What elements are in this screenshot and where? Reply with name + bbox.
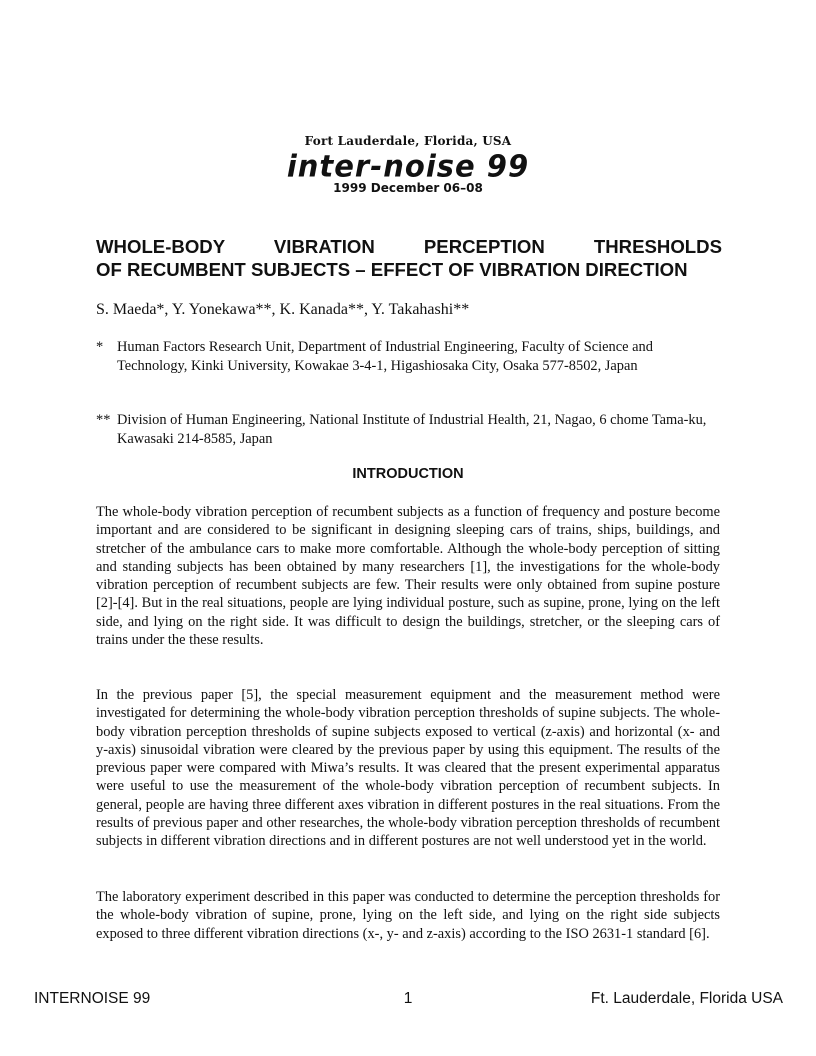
conference-header: [0, 134, 816, 195]
body-paragraph: In the previous paper [5], the special measurement equipment and the measurement method were investigated for determining the whole-body vibration perception thresholds of supine subjects. The whole-body vibration perception thresholds of supine subjects exposed to vertical (z-axis) and horizontal (x- and y-axis) sinusoidal vibration were cleared by the previous paper by using this equipment. The results of the previous paper were compared with Miwa’s results. It was cleared that the present experimental apparatus were useful to use the measurement of the whole-body vibration perception of recumbent subjects. In general, people are having three different axes vibration in different postures in the real situations. From the results of previous paper and other researches, the whole-body vibration perception thresholds of recumbent subjects in different vibration directions and in different postures are not well understood yet in the world.: [96, 687, 720, 850]
paper-title-line-2: OF RECUMBENT SUBJECTS – EFFECT OF VIBRATION DIRECTION: [96, 259, 688, 280]
paper-title-line-1: WHOLE-BODY VIBRATION PERCEPTION THRESHOLDS: [96, 236, 722, 257]
footer-location: Ft. Lauderdale, Florida USA: [590, 990, 783, 1007]
affiliation-marker: *: [96, 339, 104, 355]
conference-location: Fort Lauderdale, Florida, USA: [304, 134, 512, 148]
affiliation: [96, 411, 716, 449]
affiliation-text: Human Factors Research Unit, Department of Industrial Engineering, Faculty of Science and Technology, Kinki University, Kowakae 3-4-1, Higashiosaka City, Osaka 577-8502, Japan: [117, 339, 653, 374]
body-paragraph: The laboratory experiment described in this paper was conducted to determine the perception thresholds for the whole-body vibration of supine, prone, lying on the left side, and lying on the right side subjects exposed to three different vibration directions (x-, y- and z-axis) according to the ISO 2631-1 standard [6].: [96, 889, 720, 942]
footer-conference-name: INTERNOISE 99: [34, 990, 151, 1007]
author-list: S. Maeda*, Y. Yonekawa**, K. Kanada**, Y. Takahashi**: [96, 301, 470, 318]
affiliation-marker: **: [96, 412, 111, 428]
conference-dates: 1999 December 06–08: [333, 181, 483, 195]
conference-logo: inter-noise 99: [286, 148, 530, 184]
affiliation-text: Division of Human Engineering, National Institute of Industrial Health, 21, Nagao, 6 chome Tama-ku, Kawasaki 214-8585, Japan: [117, 412, 707, 447]
page-number: 1: [403, 990, 413, 1007]
body-paragraph: The whole-body vibration perception of recumbent subjects as a function of frequency and posture become important and are considered to be significant in designing sleeping cars of trains, ships, buildings, and stretcher of the ambulance cars to make more comfortable. Although the whole-body perception of sitting and standing subjects has been obtained by many researchers [1], the investigations for the whole-body vibration perception of recumbent subjects are few. Their results were only obtained from supine posture [2]-[4]. But in the real situations, people are lying individual posture, such as supine, prone, lying on the left side, and lying on the right side. It was difficult to design the buildings, stretcher, or the sleeping cars of trains under the these results.: [96, 504, 720, 649]
affiliation: [96, 338, 716, 376]
paper-title: [96, 235, 722, 281]
section-heading-introduction: INTRODUCTION: [352, 466, 464, 482]
